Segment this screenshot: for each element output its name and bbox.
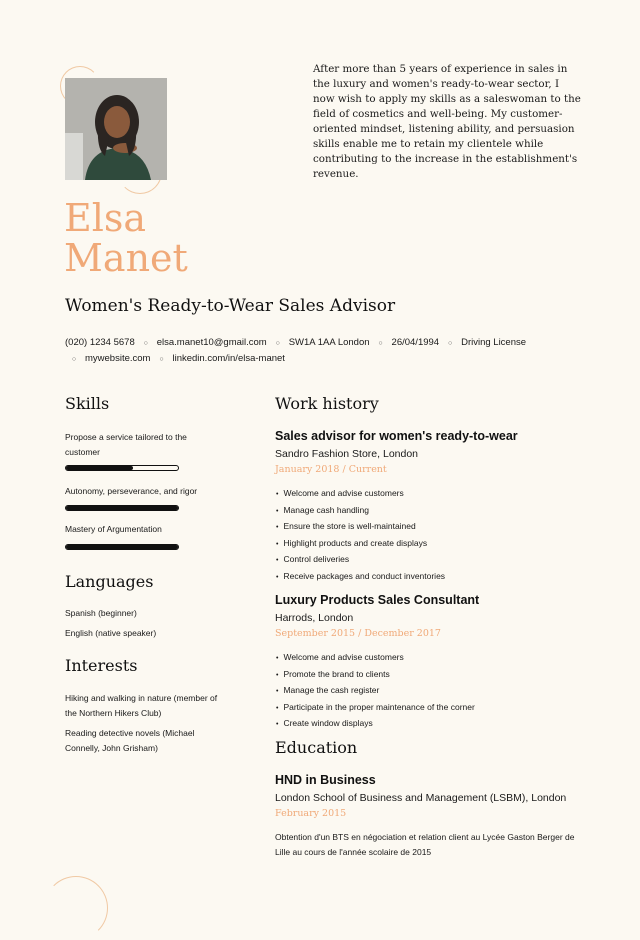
list-item: • Participate in the proper maintenance of the corner [276,700,475,717]
address: SW1A 1AA London [288,337,370,348]
job-title: Luxury Products Sales Consultant [275,593,480,607]
list-item: • Promote the brand to clients [276,667,475,684]
profile-summary: After more than 5 years of experience in sales in the luxury and women's ready-to-wear sector, I now wish to apply my skills as a saleswoman to the field of cosmetics and well-being. My customer-oriented mindset, listening ability, and persuasion skills enable me to retain my clientele while contributing to the increase in the establishment's revenue. [313,63,581,180]
school-name: London School of Business and Management (LSBM), London [275,792,567,804]
list-item: • Manage cash handling [276,503,445,520]
profile-photo [65,78,167,180]
job-dates: September 2015 / December 2017 [275,628,441,639]
first-name: Elsa [64,196,147,240]
person-portrait-icon [65,78,167,180]
list-item: • Receive packages and conduct inventories [276,569,445,586]
list-item: • Highlight products and create displays [276,536,445,553]
language-item: English (native speaker) [65,628,157,638]
phone: (020) 1234 5678 [65,337,135,348]
company-name: Harrods, London [275,612,354,624]
website-link[interactable]: mywebsite.com [85,352,151,364]
separator-icon: ○ [275,340,280,347]
education-heading: Education [275,738,358,757]
degree-title: HND in Business [275,773,376,787]
job-duties [276,650,475,733]
job-title: Sales advisor for women's ready-to-wear [275,429,518,443]
separator-icon: ○ [447,340,453,347]
interest-item: Reading detective novels (Michael Connelly, John Grisham) [65,728,195,753]
list-item: • Ensure the store is well-maintained [276,519,445,536]
interest-item: Hiking and walking in nature (member of the Northern Hikers Club) [65,693,218,718]
separator-icon: ○ [378,340,383,347]
list-item: • Welcome and advise customers [276,650,475,667]
skill-level-fill [66,506,178,510]
skill-level-fill [66,545,178,549]
job-dates: January 2018 / Current [275,464,387,475]
skill-level-fill [66,466,133,470]
skill-label: Mastery of Argumentation [65,524,162,534]
company-name: Sandro Fashion Store, London [275,448,419,460]
separator-icon: ○ [143,340,148,347]
work-history-heading: Work history [275,394,379,413]
candidate-name [64,198,188,278]
decorative-arc-bottom [44,876,108,940]
skill-level-bar [65,465,179,471]
education-dates: February 2015 [275,808,347,819]
job-duties [276,486,445,586]
list-item: • Create window displays [276,716,475,733]
birthdate: 26/04/1994 [391,337,440,348]
list-item: • Control deliveries [276,552,445,569]
skill-label: Autonomy, perseverance, and rigor [65,486,198,496]
skill-label: Propose a service tailored to the customer [65,432,187,457]
list-item: • Welcome and advise customers [276,486,445,503]
linkedin-link[interactable]: linkedin.com/in/elsa-manet [172,352,285,364]
job-title: Women's Ready-to-Wear Sales Advisor [65,296,396,316]
skills-heading: Skills [65,394,110,413]
driving-license: Driving License [461,337,527,348]
contact-info [65,336,585,367]
list-item: • Manage the cash register [276,683,475,700]
last-name: Manet [64,236,188,280]
languages-heading: Languages [65,572,154,591]
separator-icon: ○ [159,355,164,363]
interests-heading: Interests [65,656,138,675]
education-description: Obtention d'un BTS en négociation et relation client au Lycée Gaston Berger de Lille au cours de l'année scolaire de 2015 [275,832,575,857]
skill-level-bar [65,505,179,511]
language-item: Spanish (beginner) [65,608,137,618]
email-link[interactable]: elsa.manet10@gmail.com [156,337,267,348]
skill-level-bar [65,544,179,550]
separator-icon: ○ [71,355,77,363]
